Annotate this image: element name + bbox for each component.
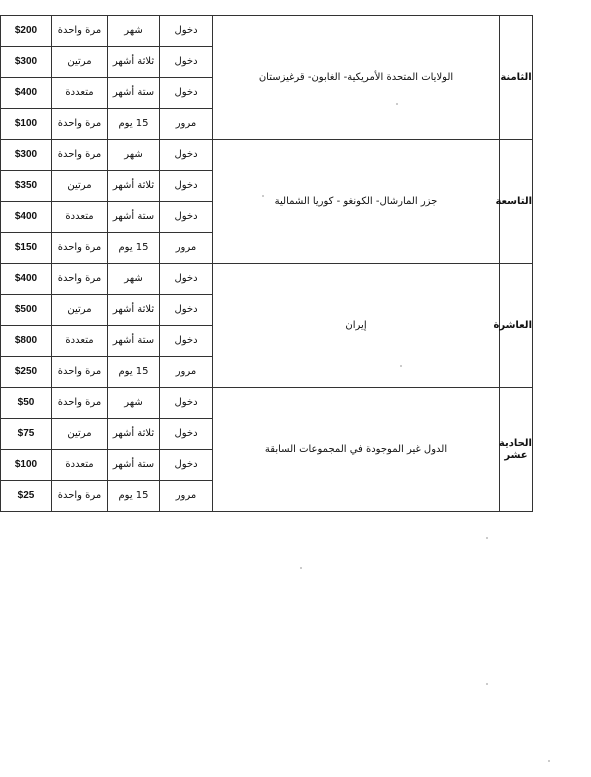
duration-cell: ستة أشهر [108,450,160,481]
price-cell: $150 [1,233,52,264]
countries-cell: جزر المارشال- الكونغو - كوريا الشمالية [213,140,500,264]
duration-cell: 15 يوم [108,481,160,512]
entry-type-cell: دخول [160,16,213,47]
frequency-cell: مرتين [52,295,108,326]
entry-type-cell: دخول [160,264,213,295]
entry-type-cell: دخول [160,388,213,419]
scan-speck [262,195,264,197]
price-cell: $200 [1,16,52,47]
frequency-cell: مرتين [52,47,108,78]
entry-type-cell: دخول [160,171,213,202]
entry-type-cell: مرور [160,481,213,512]
scan-speck [486,683,488,685]
price-cell: $50 [1,388,52,419]
duration-cell: ثلاثة أشهر [108,171,160,202]
entry-type-cell: دخول [160,140,213,171]
price-cell: $100 [1,109,52,140]
frequency-cell: مرة واحدة [52,357,108,388]
price-cell: $300 [1,140,52,171]
group-name-cell: الثامنة [500,16,533,140]
frequency-cell: متعددة [52,450,108,481]
duration-cell: ثلاثة أشهر [108,419,160,450]
price-cell: $400 [1,78,52,109]
price-cell: $250 [1,357,52,388]
frequency-cell: مرتين [52,419,108,450]
entry-type-cell: مرور [160,357,213,388]
frequency-cell: متعددة [52,202,108,233]
price-cell: $350 [1,171,52,202]
group-name-cell: العاشرة [500,264,533,388]
table-row [1,264,533,295]
entry-type-cell: دخول [160,47,213,78]
frequency-cell: متعددة [52,326,108,357]
frequency-cell: مرة واحدة [52,233,108,264]
price-cell: $25 [1,481,52,512]
entry-type-cell: مرور [160,233,213,264]
countries-cell: إيران [213,264,500,388]
duration-cell: 15 يوم [108,109,160,140]
table-row [1,140,533,171]
countries-cell: الولايات المتحدة الأمريكية- الغابون- قرغيزستان [213,16,500,140]
frequency-cell: متعددة [52,78,108,109]
price-cell: $300 [1,47,52,78]
scan-speck [396,103,398,105]
duration-cell: ستة أشهر [108,202,160,233]
frequency-cell: مرة واحدة [52,16,108,47]
frequency-cell: مرة واحدة [52,264,108,295]
scan-speck [400,365,402,367]
visa-fees-table [0,15,533,512]
price-cell: $400 [1,202,52,233]
duration-cell: 15 يوم [108,357,160,388]
table-row [1,388,533,419]
scan-speck [548,760,550,762]
frequency-cell: مرتين [52,171,108,202]
frequency-cell: مرة واحدة [52,388,108,419]
frequency-cell: مرة واحدة [52,109,108,140]
countries-cell: الدول غير الموجودة في المجموعات السابقة [213,388,500,512]
price-cell: $800 [1,326,52,357]
entry-type-cell: دخول [160,326,213,357]
price-cell: $500 [1,295,52,326]
frequency-cell: مرة واحدة [52,481,108,512]
frequency-cell: مرة واحدة [52,140,108,171]
scan-speck [300,567,302,569]
duration-cell: ستة أشهر [108,78,160,109]
duration-cell: ثلاثة أشهر [108,295,160,326]
duration-cell: شهر [108,16,160,47]
table-body [1,16,533,512]
duration-cell: شهر [108,140,160,171]
entry-type-cell: دخول [160,295,213,326]
duration-cell: ثلاثة أشهر [108,47,160,78]
scan-speck [486,537,488,539]
entry-type-cell: دخول [160,450,213,481]
duration-cell: شهر [108,388,160,419]
entry-type-cell: دخول [160,419,213,450]
group-name-cell: الحادية عشر [500,388,533,512]
price-cell: $100 [1,450,52,481]
entry-type-cell: دخول [160,202,213,233]
price-cell: $75 [1,419,52,450]
duration-cell: ستة أشهر [108,326,160,357]
group-name-cell: التاسعة [500,140,533,264]
duration-cell: 15 يوم [108,233,160,264]
entry-type-cell: مرور [160,109,213,140]
entry-type-cell: دخول [160,78,213,109]
price-cell: $400 [1,264,52,295]
table-row [1,16,533,47]
duration-cell: شهر [108,264,160,295]
